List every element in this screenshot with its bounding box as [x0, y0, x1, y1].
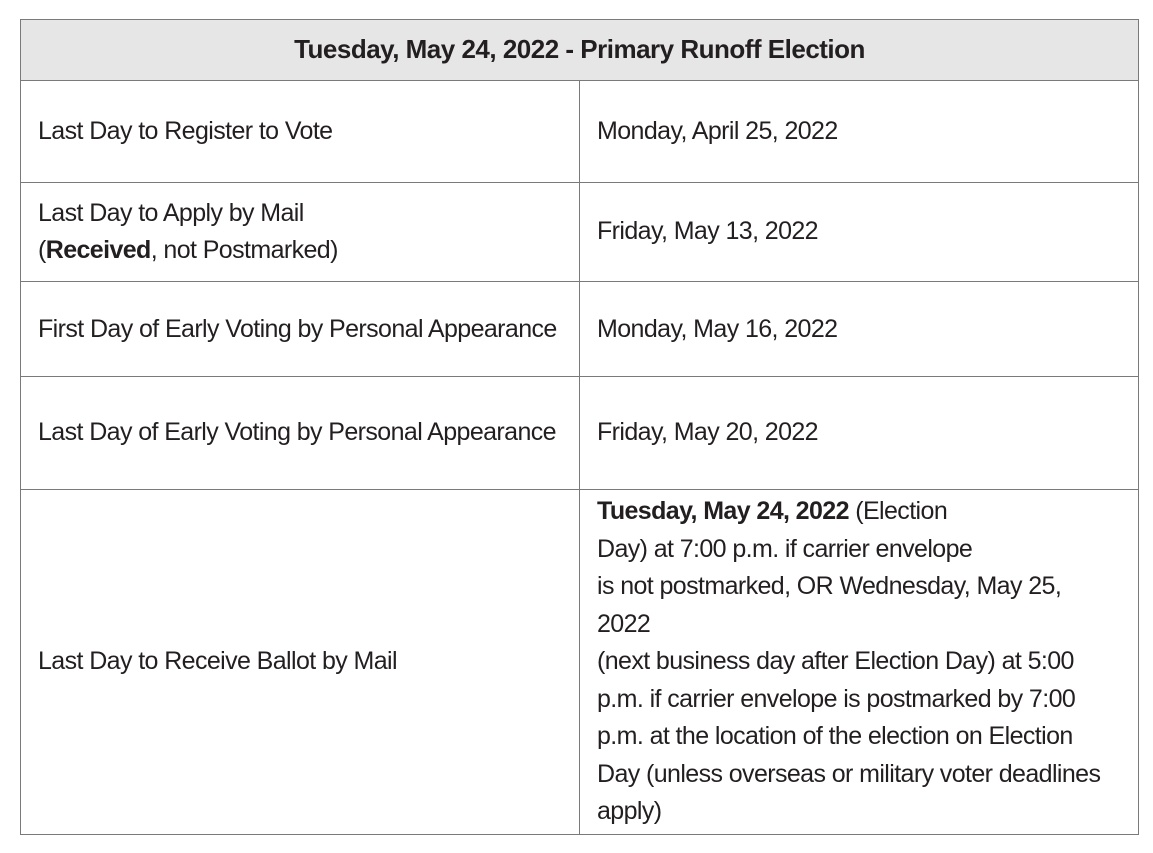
value-line	[597, 493, 1118, 531]
table-row	[21, 377, 1139, 489]
paren-open: (	[38, 236, 46, 265]
row-label: First Day of Early Voting by Personal Appearance	[21, 282, 580, 377]
value-line: Day) at 7:00 p.m. if carrier envelope	[597, 534, 973, 563]
row-label-line	[38, 232, 579, 270]
table-row	[21, 489, 1139, 834]
row-label-rest: , not Postmarked)	[150, 236, 338, 265]
value-line: (next business day after Election Day) at 5:00	[597, 647, 1074, 676]
election-schedule-table	[20, 19, 1139, 835]
row-value: Friday, May 20, 2022	[580, 377, 1139, 489]
row-value: Monday, May 16, 2022	[580, 282, 1139, 377]
emphasis-received: Received	[45, 236, 151, 265]
row-value: Monday, April 25, 2022	[580, 81, 1139, 183]
table-row	[21, 81, 1139, 183]
value-line: p.m. at the location of the election on Election	[597, 722, 1073, 751]
row-value: Friday, May 13, 2022	[580, 183, 1139, 282]
row-label-line: Last Day to Apply by Mail	[38, 198, 304, 227]
value-line-rest: (Election	[848, 497, 948, 526]
row-label: Last Day to Receive Ballot by Mail	[21, 489, 580, 834]
ballot-deadline-text	[597, 493, 1138, 831]
value-line: apply)	[597, 797, 662, 826]
election-day-date: Tuesday, May 24, 2022	[597, 497, 849, 526]
table-title: Tuesday, May 24, 2022 - Primary Runoff Election	[21, 20, 1139, 81]
value-line: p.m. if carrier envelope is postmarked by 7:00	[597, 684, 1076, 713]
table-row	[21, 282, 1139, 377]
row-label: Last Day of Early Voting by Personal Appearance	[21, 377, 580, 489]
table-row	[21, 183, 1139, 282]
row-label: Last Day to Register to Vote	[21, 81, 580, 183]
value-line: is not postmarked, OR Wednesday, May 25, 2022	[597, 572, 1062, 638]
row-label	[21, 183, 580, 282]
row-value	[580, 489, 1139, 834]
value-line: Day (unless overseas or military voter deadlines	[597, 759, 1101, 788]
